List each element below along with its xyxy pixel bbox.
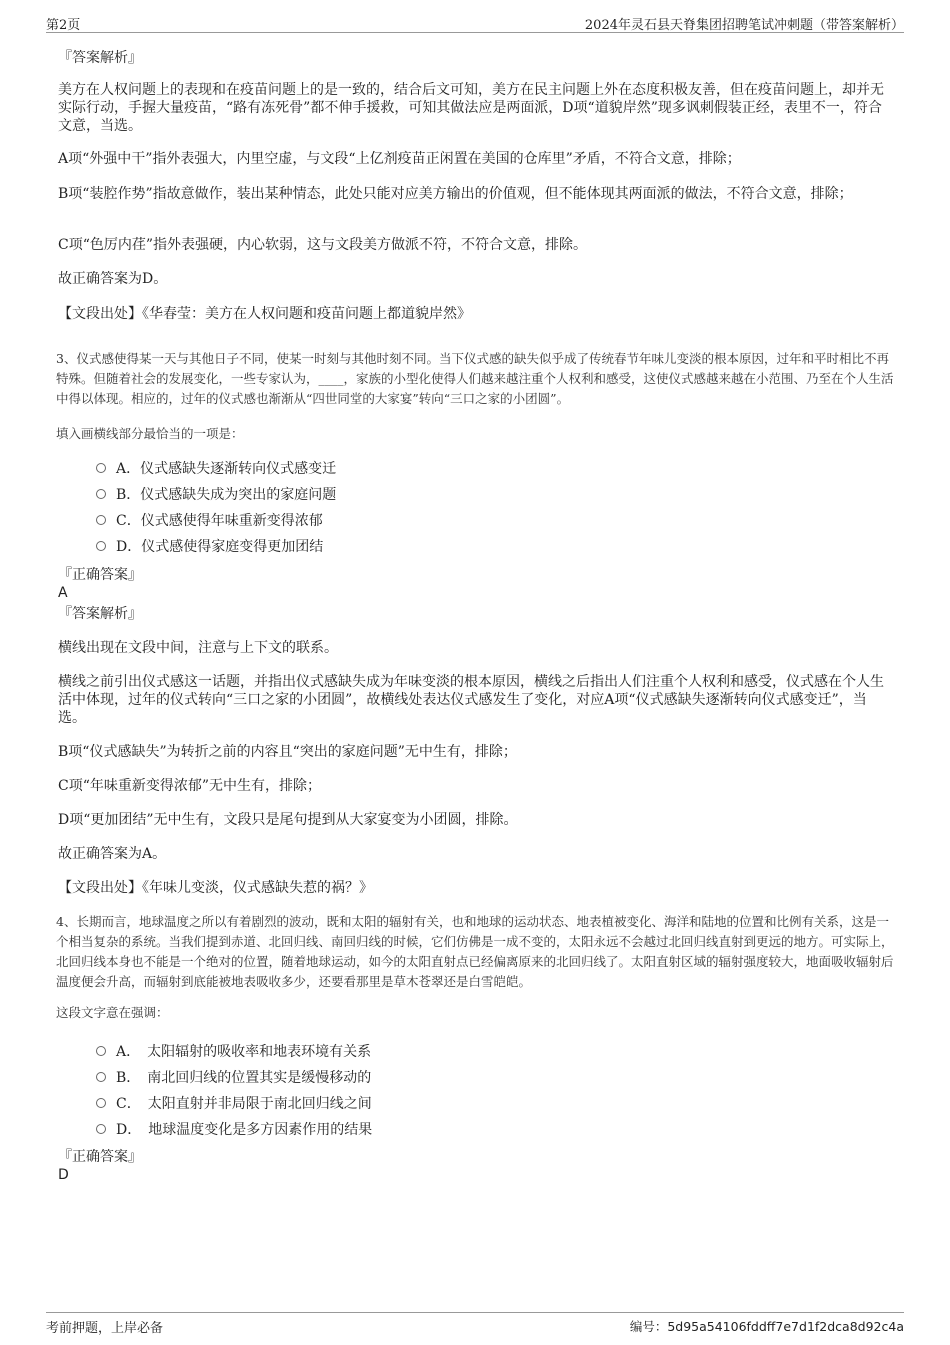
radio-icon[interactable] [96, 463, 106, 473]
q3-stem-before: 3、仪式感使得某一天与其他日子不同，使某一时刻与其他时刻不同。当下仪式感的缺失似乎成了传统春节年味儿变淡的根本原因，过年和平时相比不再特殊。但随着社会的发展变化，一些专家认为， [56, 351, 889, 386]
q4-answer: D [58, 1167, 69, 1183]
q4-option-b[interactable] [96, 1069, 371, 1087]
q3-option-a-label: A．仪式感缺失逐渐转向仪式感变迁 [116, 461, 337, 477]
q4-option-d[interactable] [96, 1121, 372, 1139]
q2-analysis-option-a: A项“外强中干”指外表强大，内里空虚，与文段“上亿剂疫苗正闲置在美国的仓库里”矛盾，不符合文意，排除； [58, 151, 741, 167]
q4-option-d-label: D． 地球温度变化是多方因素作用的结果 [116, 1122, 373, 1138]
page-header [46, 10, 904, 33]
q3-option-b-label: B．仪式感缺失成为突出的家庭问题 [116, 487, 337, 503]
q3-prompt: 填入画横线部分最恰当的一项是： [56, 426, 244, 441]
q3-option-c-label: C．仪式感使得年味重新变得浓郁 [116, 513, 323, 529]
q4-option-c-label: C． 太阳直射并非局限于南北回归线之间 [116, 1096, 372, 1112]
q4-option-c[interactable] [96, 1095, 372, 1113]
q3-analysis-option-b: B项“仪式感缺失”为转折之前的内容且“突出的家庭问题”无中生有，排除； [58, 744, 517, 760]
q2-analysis-paragraph: 美方在人权问题上的表现和在疫苗问题上的是一致的，结合后文可知，美方在民主问题上外在态度积极友善，但在疫苗问题上，却并无实际行动，手握大量疫苗，“路有冻死骨”都不伸手援救，可知其做法应是两面派，D项“道貌岸然”现多讽刺假装正经，表里不一，符合文意，当选。 [58, 82, 884, 134]
q3-option-d-label: D．仪式感使得家庭变得更加团结 [116, 539, 324, 555]
q3-option-b[interactable] [96, 486, 336, 504]
page-number: 第2页 [46, 18, 81, 33]
q3-option-a[interactable] [96, 460, 336, 478]
q3-analysis-label: 『答案解析』 [58, 606, 142, 622]
document-title: 2024年灵石县天脊集团招聘笔试冲刺题（带答案解析） [584, 18, 904, 33]
document-id: 编号：5d95a54106fddff7e7d1f2dca8d92c4a [629, 1319, 904, 1334]
q2-analysis-option-c: C项“色厉内荏”指外表强硬，内心软弱，这与文段美方做派不符，不符合文意，排除。 [58, 237, 588, 253]
radio-icon[interactable] [96, 541, 106, 551]
q3-option-c[interactable] [96, 512, 323, 530]
footer-slogan: 考前押题，上岸必备 [46, 1321, 164, 1336]
q2-analysis-label: 『答案解析』 [58, 50, 142, 66]
q2-conclusion: 故正确答案为D。 [58, 271, 168, 287]
q2-analysis-option-b: B项“装腔作势”指故意做作，装出某种情态，此处只能对应美方输出的价值观，但不能体现其两面派的做法，不符合文意，排除； [58, 186, 853, 202]
radio-icon[interactable] [96, 489, 106, 499]
q4-stem: 4、长期而言，地球温度之所以有着剧烈的波动，既和太阳的辐射有关，也和地球的运动状态、地表植被变化、海洋和陆地的位置和比例有关系，这是一个相当复杂的系统。当我们提到赤道、北回归线、南回归线的时候，它们仿佛是一成不变的，太阳永远不会越过北回归线直射到更远的地方。可实际上，北回归线本身也不能是一个绝对的位置，随着地球运动，如今的太阳直射点已经偏离原来的北回归线了。太阳直射区域的辐射强度较大，地面吸收辐射后温度便会升高，而辐射到底能被地表吸收多少，还要看那里是草木苍翠还是白雪皑皑。 [56, 914, 894, 989]
q3-option-d[interactable] [96, 538, 323, 556]
q4-option-a-label: A． 太阳辐射的吸收率和地表环境有关系 [116, 1044, 372, 1060]
q4-option-a[interactable] [96, 1043, 371, 1061]
q3-conclusion: 故正确答案为A。 [58, 846, 167, 862]
radio-icon[interactable] [96, 1124, 106, 1134]
page-footer [46, 1312, 904, 1337]
q3-stem [56, 349, 894, 409]
radio-icon[interactable] [96, 1072, 106, 1082]
q4-prompt: 这段文字意在强调： [56, 1005, 169, 1020]
q4-option-b-label: B． 南北回归线的位置其实是缓慢移动的 [116, 1070, 372, 1086]
q3-analysis-option-d: D项“更加团结”无中生有，文段只是尾句提到从大家宴变为小团圆，排除。 [58, 812, 518, 828]
q3-source: 【文段出处】《年味儿变淡，仪式感缺失惹的祸？》 [58, 880, 373, 896]
q2-source: 【文段出处】《华春莹：美方在人权问题和疫苗问题上都道貌岸然》 [58, 306, 471, 322]
q3-analysis-paragraph: 横线之前引出仪式感这一话题，并指出仪式感缺失成为年味变淡的根本原因，横线之后指出人们注重个人权利和感受，仪式感在个人生活中体现，过年的仪式转向“三口之家的小团圆”，故横线处表达仪式感发生了变化，对应A项“仪式感缺失逐渐转向仪式感变迁”，当选。 [58, 674, 884, 726]
q4-answer-label: 『正确答案』 [58, 1149, 142, 1165]
q3-stem-after: ，家族的小型化使得人们越来越注重个人权利和感受，这使仪式感越来越在小范围、乃至在个人生活中得以体现。相应的，过年的仪式感也渐渐从“四世同堂的大家宴”转向“三口之家的小团圆”。 [56, 371, 894, 406]
q3-analysis-intro: 横线出现在文段中间，注意与上下文的联系。 [58, 640, 338, 656]
radio-icon[interactable] [96, 1098, 106, 1108]
q3-analysis-option-c: C项“年味重新变得浓郁”无中生有，排除； [58, 778, 322, 794]
radio-icon[interactable] [96, 1046, 106, 1056]
q3-answer: A [58, 585, 68, 601]
q3-blank: ____ [318, 371, 344, 386]
q3-answer-label: 『正确答案』 [58, 567, 142, 583]
radio-icon[interactable] [96, 515, 106, 525]
